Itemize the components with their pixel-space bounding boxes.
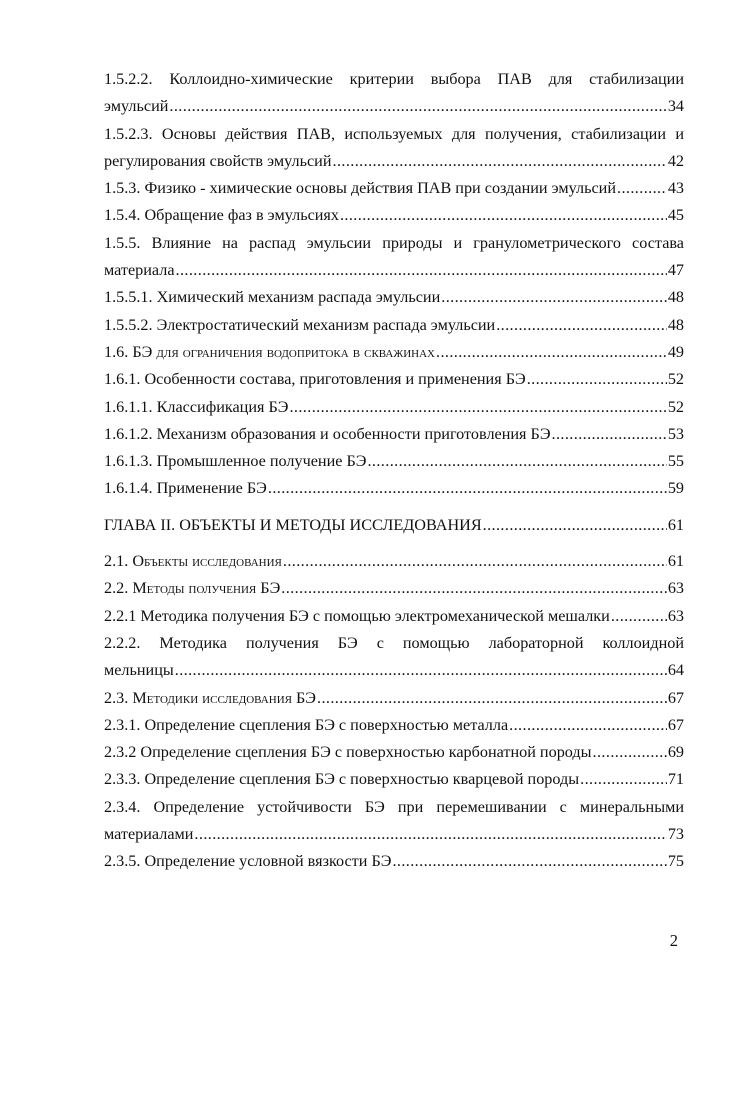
dot-leader <box>436 339 667 366</box>
toc-entry-line <box>104 685 684 712</box>
toc-entry-line <box>104 394 684 421</box>
toc-entry-page: 55 <box>667 452 684 471</box>
toc-entry-text-line1: 2.3.4. Определение устойчивости БЭ при перемешивании с минеральными <box>104 797 684 816</box>
toc-entry-page: 34 <box>667 97 684 116</box>
toc-entry-label: 2.3.3. Определение сцепления БЭ с поверхностью кварцевой породы <box>104 770 580 789</box>
toc-entry-line <box>104 739 684 766</box>
toc-entry-line <box>104 657 684 684</box>
toc-entry-label: 2.3.5. Определение условной вязкости БЭ <box>104 852 392 871</box>
toc-entry-page: 52 <box>667 370 684 389</box>
toc-entry-line <box>104 821 684 848</box>
toc-entry-line <box>104 766 684 793</box>
toc-entry <box>104 794 684 849</box>
dot-leader <box>367 448 666 475</box>
toc-entry <box>104 339 684 366</box>
toc-entry-text-line1: 1.5.5. Влияние на распад эмульсии природы и гранулометрического состава <box>104 233 684 252</box>
toc-entry-line <box>104 257 684 284</box>
toc-entry-label: 2.3.2 Определение сцепления БЭ с поверхностью карбонатной породы <box>104 743 592 762</box>
dot-leader <box>169 93 666 120</box>
dot-leader <box>333 148 667 175</box>
toc-entry-page: 48 <box>667 288 684 307</box>
toc-entry-line <box>104 93 684 120</box>
toc-entry-line <box>104 366 684 393</box>
toc-entry <box>104 475 684 502</box>
dot-leader <box>283 548 667 575</box>
toc-entry-page: 63 <box>667 606 684 625</box>
toc-entry-page: 64 <box>667 661 684 680</box>
toc-entry-label: 1.5.5.1. Химический механизм распада эмульсии <box>104 288 441 307</box>
dot-leader <box>194 821 666 848</box>
toc-entry-line <box>104 339 684 366</box>
toc-entry <box>104 766 684 793</box>
toc-entry-line <box>104 448 684 475</box>
dot-leader <box>483 512 667 539</box>
toc-entry-page: 63 <box>667 579 684 598</box>
toc-entry-line <box>104 575 684 602</box>
dot-leader <box>441 284 667 311</box>
toc-entry <box>104 421 684 448</box>
toc-entry-label: 2.2.1 Методика получения БЭ с помощью электромеханической мешалки <box>104 606 610 625</box>
dot-leader <box>552 421 667 448</box>
dot-leader <box>593 739 667 766</box>
toc-entry-line <box>104 148 684 175</box>
page-number: 2 <box>669 931 678 950</box>
toc-entry-line <box>104 312 684 339</box>
toc-entry <box>104 575 684 602</box>
toc-entry-label: 1.6.1.1. Классификация БЭ <box>104 397 289 416</box>
toc-entry-page: 61 <box>667 515 684 534</box>
toc-entry-page: 61 <box>667 552 684 571</box>
toc-entry-page: 48 <box>667 315 684 334</box>
toc-entry <box>104 685 684 712</box>
toc-entry-label: 1.5.4. Обращение фаз в эмульсиях <box>104 206 339 225</box>
toc-entry <box>104 712 684 739</box>
dot-leader <box>175 657 667 684</box>
toc-entry <box>104 448 684 475</box>
toc-entry-label: материала <box>104 261 175 280</box>
toc-entry-page: 47 <box>667 261 684 280</box>
dot-leader <box>289 394 666 421</box>
toc-entry <box>104 312 684 339</box>
toc-entry <box>104 284 684 311</box>
toc-entry-label: 1.6.1.2. Механизм образования и особенности приготовления БЭ <box>104 424 551 443</box>
toc-entry-line <box>104 548 684 575</box>
toc-entry-page: 69 <box>667 743 684 762</box>
toc-entry-line <box>104 421 684 448</box>
toc-entry-label: материалами <box>104 825 194 844</box>
toc-entry-line <box>104 603 684 630</box>
dot-leader <box>509 712 667 739</box>
toc-entry-page: 59 <box>667 479 684 498</box>
toc-entry-line <box>104 284 684 311</box>
toc-entry-label: 1.6.1.4. Применение БЭ <box>104 479 267 498</box>
toc-entry-page: 49 <box>667 342 684 361</box>
toc-entry-page: 67 <box>667 715 684 734</box>
toc-entry <box>104 548 684 575</box>
toc-entry-line <box>104 512 684 539</box>
toc-entry <box>104 175 684 202</box>
toc-entry-line <box>104 202 684 229</box>
table-of-contents <box>104 66 684 876</box>
toc-entry-page: 71 <box>667 770 684 789</box>
toc-entry-line <box>104 175 684 202</box>
dot-leader <box>611 603 667 630</box>
toc-entry <box>104 366 684 393</box>
toc-entry-page: 67 <box>667 688 684 707</box>
toc-entry-text-line1: 1.5.2.3. Основы действия ПАВ, используемых для получения, стабилизации и <box>104 124 684 143</box>
toc-entry-label: 1.5.5.2. Электростатический механизм распада эмульсии <box>104 315 496 334</box>
toc-entry-label: 2.3.1. Определение сцепления БЭ с поверхностью металла <box>104 715 509 734</box>
toc-entry-text-line1: 1.5.2.2. Коллоидно-химические критерии выбора ПАВ для стабилизации <box>104 70 684 88</box>
toc-entry-text-line1: 2.2.2. Методика получения БЭ с помощью лабораторной коллоидной <box>104 633 684 652</box>
toc-entry <box>104 848 684 875</box>
toc-entry-page: 52 <box>667 397 684 416</box>
toc-entry <box>104 512 684 539</box>
dot-leader <box>176 257 667 284</box>
toc-entry-label: 1.6.1. Особенности состава, приготовления и применения БЭ <box>104 370 526 389</box>
toc-entry <box>104 230 684 285</box>
toc-entry-label: мельницы <box>104 661 174 680</box>
toc-entry-label: 1.5.3. Физико - химические основы действия ПАВ при создании эмульсий <box>104 179 617 198</box>
toc-entry <box>104 630 684 685</box>
toc-entry-label: регулирования свойств эмульсий <box>104 151 332 170</box>
toc-entry-label: ГЛАВА II. ОБЪЕКТЫ И МЕТОДЫ ИССЛЕДОВАНИЯ <box>104 515 482 534</box>
toc-entry-page: 73 <box>667 825 684 844</box>
toc-entry-label: 2.1. Объекты исследования <box>104 552 282 571</box>
dot-leader <box>617 175 667 202</box>
toc-entry-line <box>104 475 684 502</box>
toc-entry <box>104 66 684 121</box>
toc-entry-page: 75 <box>667 852 684 871</box>
toc-entry-page: 45 <box>667 206 684 225</box>
toc-entry-label: 1.6. БЭ для ограничения водопритока в скважинах <box>104 342 435 361</box>
toc-entry-page: 42 <box>667 151 684 170</box>
dot-leader <box>392 848 666 875</box>
dot-leader <box>580 766 667 793</box>
toc-entry-line <box>104 712 684 739</box>
toc-entry <box>104 603 684 630</box>
toc-entry <box>104 121 684 176</box>
toc-entry-page: 43 <box>667 179 684 198</box>
toc-entry-label: эмульсий <box>104 97 169 116</box>
toc-entry-label: 1.6.1.3. Промышленное получение БЭ <box>104 452 367 471</box>
dot-leader <box>527 366 667 393</box>
toc-entry-line <box>104 848 684 875</box>
toc-entry <box>104 202 684 229</box>
toc-entry-label: 2.3. Методики исследования БЭ <box>104 688 316 707</box>
toc-entry <box>104 394 684 421</box>
dot-leader <box>317 685 667 712</box>
toc-entry <box>104 739 684 766</box>
toc-entry-label: 2.2. Методы получения БЭ <box>104 579 281 598</box>
dot-leader <box>340 202 667 229</box>
dot-leader <box>268 475 667 502</box>
dot-leader <box>496 312 667 339</box>
dot-leader <box>281 575 667 602</box>
toc-entry-page: 53 <box>667 424 684 443</box>
